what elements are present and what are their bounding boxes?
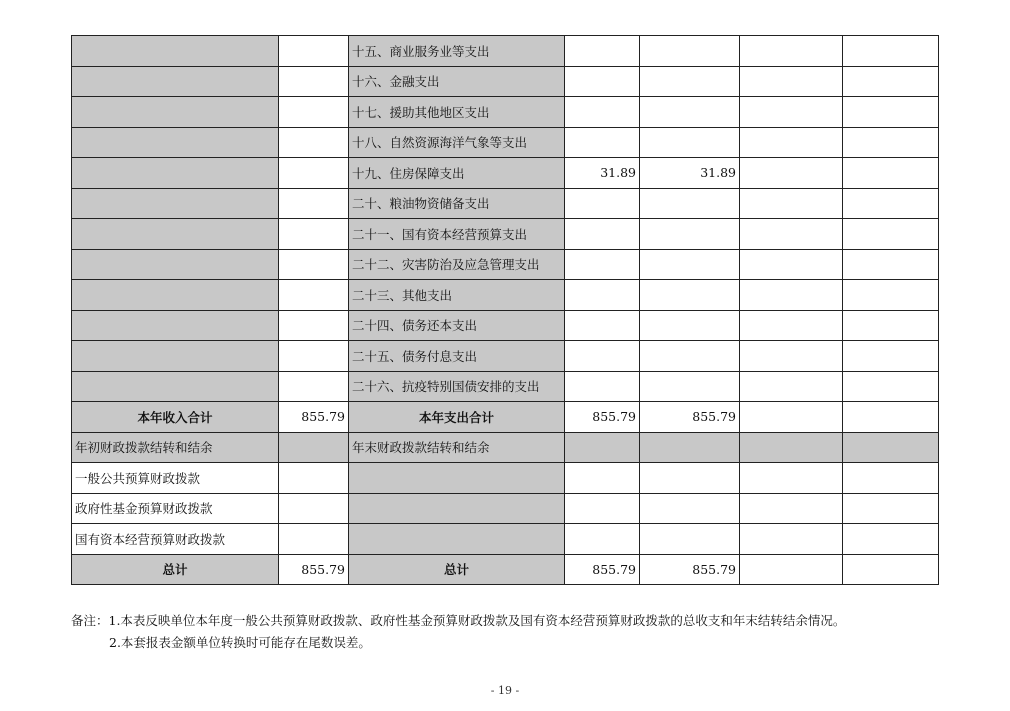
amount-cell <box>640 219 740 250</box>
amount-cell <box>565 188 640 219</box>
empty-cell <box>740 371 843 402</box>
empty-cell <box>843 402 939 433</box>
empty-cell <box>72 97 279 128</box>
amount-cell <box>640 36 740 67</box>
empty-cell <box>72 371 279 402</box>
expenditure-item: 二十二、灾害防治及应急管理支出 <box>349 249 565 280</box>
totals-row <box>72 402 939 433</box>
expenditure-item: 十五、商业服务业等支出 <box>349 36 565 67</box>
financial-table <box>71 35 939 585</box>
grand-total-right-label: 总计 <box>349 554 565 585</box>
empty-cell <box>843 158 939 189</box>
empty-cell <box>72 127 279 158</box>
grand-total-c1: 855.79 <box>565 554 640 585</box>
grand-total-row <box>72 554 939 585</box>
empty-cell <box>740 97 843 128</box>
amount-cell: 31.89 <box>640 158 740 189</box>
amount-cell <box>565 219 640 250</box>
expenditure-item: 二十六、抗疫特别国债安排的支出 <box>349 371 565 402</box>
beginning-balance-label: 年初财政拨款结转和结余 <box>72 432 279 463</box>
empty-cell <box>740 249 843 280</box>
table-row <box>72 249 939 280</box>
empty-cell <box>640 463 740 494</box>
empty-cell <box>740 554 843 585</box>
balance-row <box>72 432 939 463</box>
table-body <box>72 36 939 585</box>
amount-cell <box>565 371 640 402</box>
expenditure-item: 十七、援助其他地区支出 <box>349 97 565 128</box>
expenditure-item: 十六、金融支出 <box>349 66 565 97</box>
table-row <box>72 188 939 219</box>
amount-cell <box>565 280 640 311</box>
expenditure-item: 二十五、债务付息支出 <box>349 341 565 372</box>
amount-cell <box>565 127 640 158</box>
expenditure-item: 二十、粮油物资储备支出 <box>349 188 565 219</box>
amount-cell <box>640 188 740 219</box>
empty-cell <box>72 280 279 311</box>
amount-cell <box>640 127 740 158</box>
sub-item-row <box>72 493 939 524</box>
empty-cell <box>279 463 349 494</box>
empty-cell <box>843 371 939 402</box>
empty-cell <box>740 158 843 189</box>
empty-cell <box>640 432 740 463</box>
table-row <box>72 219 939 250</box>
empty-cell <box>72 188 279 219</box>
empty-cell <box>740 432 843 463</box>
empty-cell <box>72 66 279 97</box>
table-row <box>72 341 939 372</box>
empty-cell <box>279 432 349 463</box>
page-number: - 19 - <box>490 684 520 697</box>
amount-cell <box>565 310 640 341</box>
income-total-label: 本年收入合计 <box>72 402 279 433</box>
sub-item-label: 政府性基金预算财政拨款 <box>72 493 279 524</box>
empty-cell <box>565 493 640 524</box>
empty-cell <box>740 127 843 158</box>
amount-cell <box>565 97 640 128</box>
sub-item-label: 国有资本经营预算财政拨款 <box>72 524 279 555</box>
empty-cell <box>740 36 843 67</box>
table-row <box>72 66 939 97</box>
empty-cell <box>843 341 939 372</box>
amount-cell <box>640 97 740 128</box>
empty-cell <box>279 158 349 189</box>
empty-cell <box>640 493 740 524</box>
amount-cell <box>640 280 740 311</box>
sub-item-row <box>72 524 939 555</box>
empty-cell <box>843 310 939 341</box>
table-row <box>72 36 939 67</box>
table-row <box>72 310 939 341</box>
expense-total-c1: 855.79 <box>565 402 640 433</box>
empty-cell <box>72 219 279 250</box>
expense-total-label: 本年支出合计 <box>349 402 565 433</box>
amount-cell <box>565 36 640 67</box>
amount-cell <box>565 249 640 280</box>
empty-cell <box>349 493 565 524</box>
expenditure-item: 二十一、国有资本经营预算支出 <box>349 219 565 250</box>
empty-cell <box>843 97 939 128</box>
expenditure-item: 十九、住房保障支出 <box>349 158 565 189</box>
empty-cell <box>843 463 939 494</box>
empty-cell <box>279 219 349 250</box>
grand-total-left-label: 总计 <box>72 554 279 585</box>
empty-cell <box>843 524 939 555</box>
empty-cell <box>279 66 349 97</box>
empty-cell <box>565 432 640 463</box>
empty-cell <box>740 188 843 219</box>
expenditure-item: 二十四、债务还本支出 <box>349 310 565 341</box>
empty-cell <box>843 127 939 158</box>
table-row <box>72 158 939 189</box>
table-row <box>72 127 939 158</box>
empty-cell <box>740 463 843 494</box>
amount-cell <box>640 66 740 97</box>
ending-balance-label: 年末财政拨款结转和结余 <box>349 432 565 463</box>
amount-cell <box>640 310 740 341</box>
amount-cell: 31.89 <box>565 158 640 189</box>
notes <box>71 610 845 654</box>
empty-cell <box>565 463 640 494</box>
empty-cell <box>843 249 939 280</box>
empty-cell <box>740 341 843 372</box>
empty-cell <box>740 219 843 250</box>
empty-cell <box>72 341 279 372</box>
empty-cell <box>740 280 843 311</box>
expense-total-c2: 855.79 <box>640 402 740 433</box>
table-row <box>72 280 939 311</box>
amount-cell <box>640 249 740 280</box>
empty-cell <box>279 127 349 158</box>
empty-cell <box>740 310 843 341</box>
amount-cell <box>640 371 740 402</box>
empty-cell <box>72 310 279 341</box>
note-line-2: 2.本套报表金额单位转换时可能存在尾数误差。 <box>109 635 371 650</box>
expenditure-item: 十八、自然资源海洋气象等支出 <box>349 127 565 158</box>
table-row <box>72 97 939 128</box>
empty-cell <box>279 310 349 341</box>
expenditure-item: 二十三、其他支出 <box>349 280 565 311</box>
sub-item-row <box>72 463 939 494</box>
empty-cell <box>843 66 939 97</box>
empty-cell <box>279 36 349 67</box>
empty-cell <box>279 97 349 128</box>
empty-cell <box>740 524 843 555</box>
empty-cell <box>279 249 349 280</box>
amount-cell <box>565 66 640 97</box>
grand-total-c2: 855.79 <box>640 554 740 585</box>
empty-cell <box>640 524 740 555</box>
empty-cell <box>740 493 843 524</box>
empty-cell <box>843 432 939 463</box>
empty-cell <box>843 554 939 585</box>
grand-total-left-value: 855.79 <box>279 554 349 585</box>
empty-cell <box>843 280 939 311</box>
empty-cell <box>72 249 279 280</box>
empty-cell <box>279 341 349 372</box>
empty-cell <box>349 524 565 555</box>
empty-cell <box>72 158 279 189</box>
empty-cell <box>565 524 640 555</box>
empty-cell <box>843 188 939 219</box>
empty-cell <box>843 493 939 524</box>
amount-cell <box>565 341 640 372</box>
empty-cell <box>279 524 349 555</box>
table-row <box>72 371 939 402</box>
empty-cell <box>843 219 939 250</box>
empty-cell <box>843 36 939 67</box>
empty-cell <box>740 402 843 433</box>
empty-cell <box>349 463 565 494</box>
empty-cell <box>72 36 279 67</box>
amount-cell <box>640 341 740 372</box>
empty-cell <box>279 493 349 524</box>
empty-cell <box>279 280 349 311</box>
empty-cell <box>740 66 843 97</box>
empty-cell <box>279 371 349 402</box>
empty-cell <box>279 188 349 219</box>
income-total-value: 855.79 <box>279 402 349 433</box>
sub-item-label: 一般公共预算财政拨款 <box>72 463 279 494</box>
note-line-1: 备注：1.本表反映单位本年度一般公共预算财政拨款、政府性基金预算财政拨款及国有资本经营预算财政拨款的总收支和年末结转结余情况。 <box>71 613 846 628</box>
